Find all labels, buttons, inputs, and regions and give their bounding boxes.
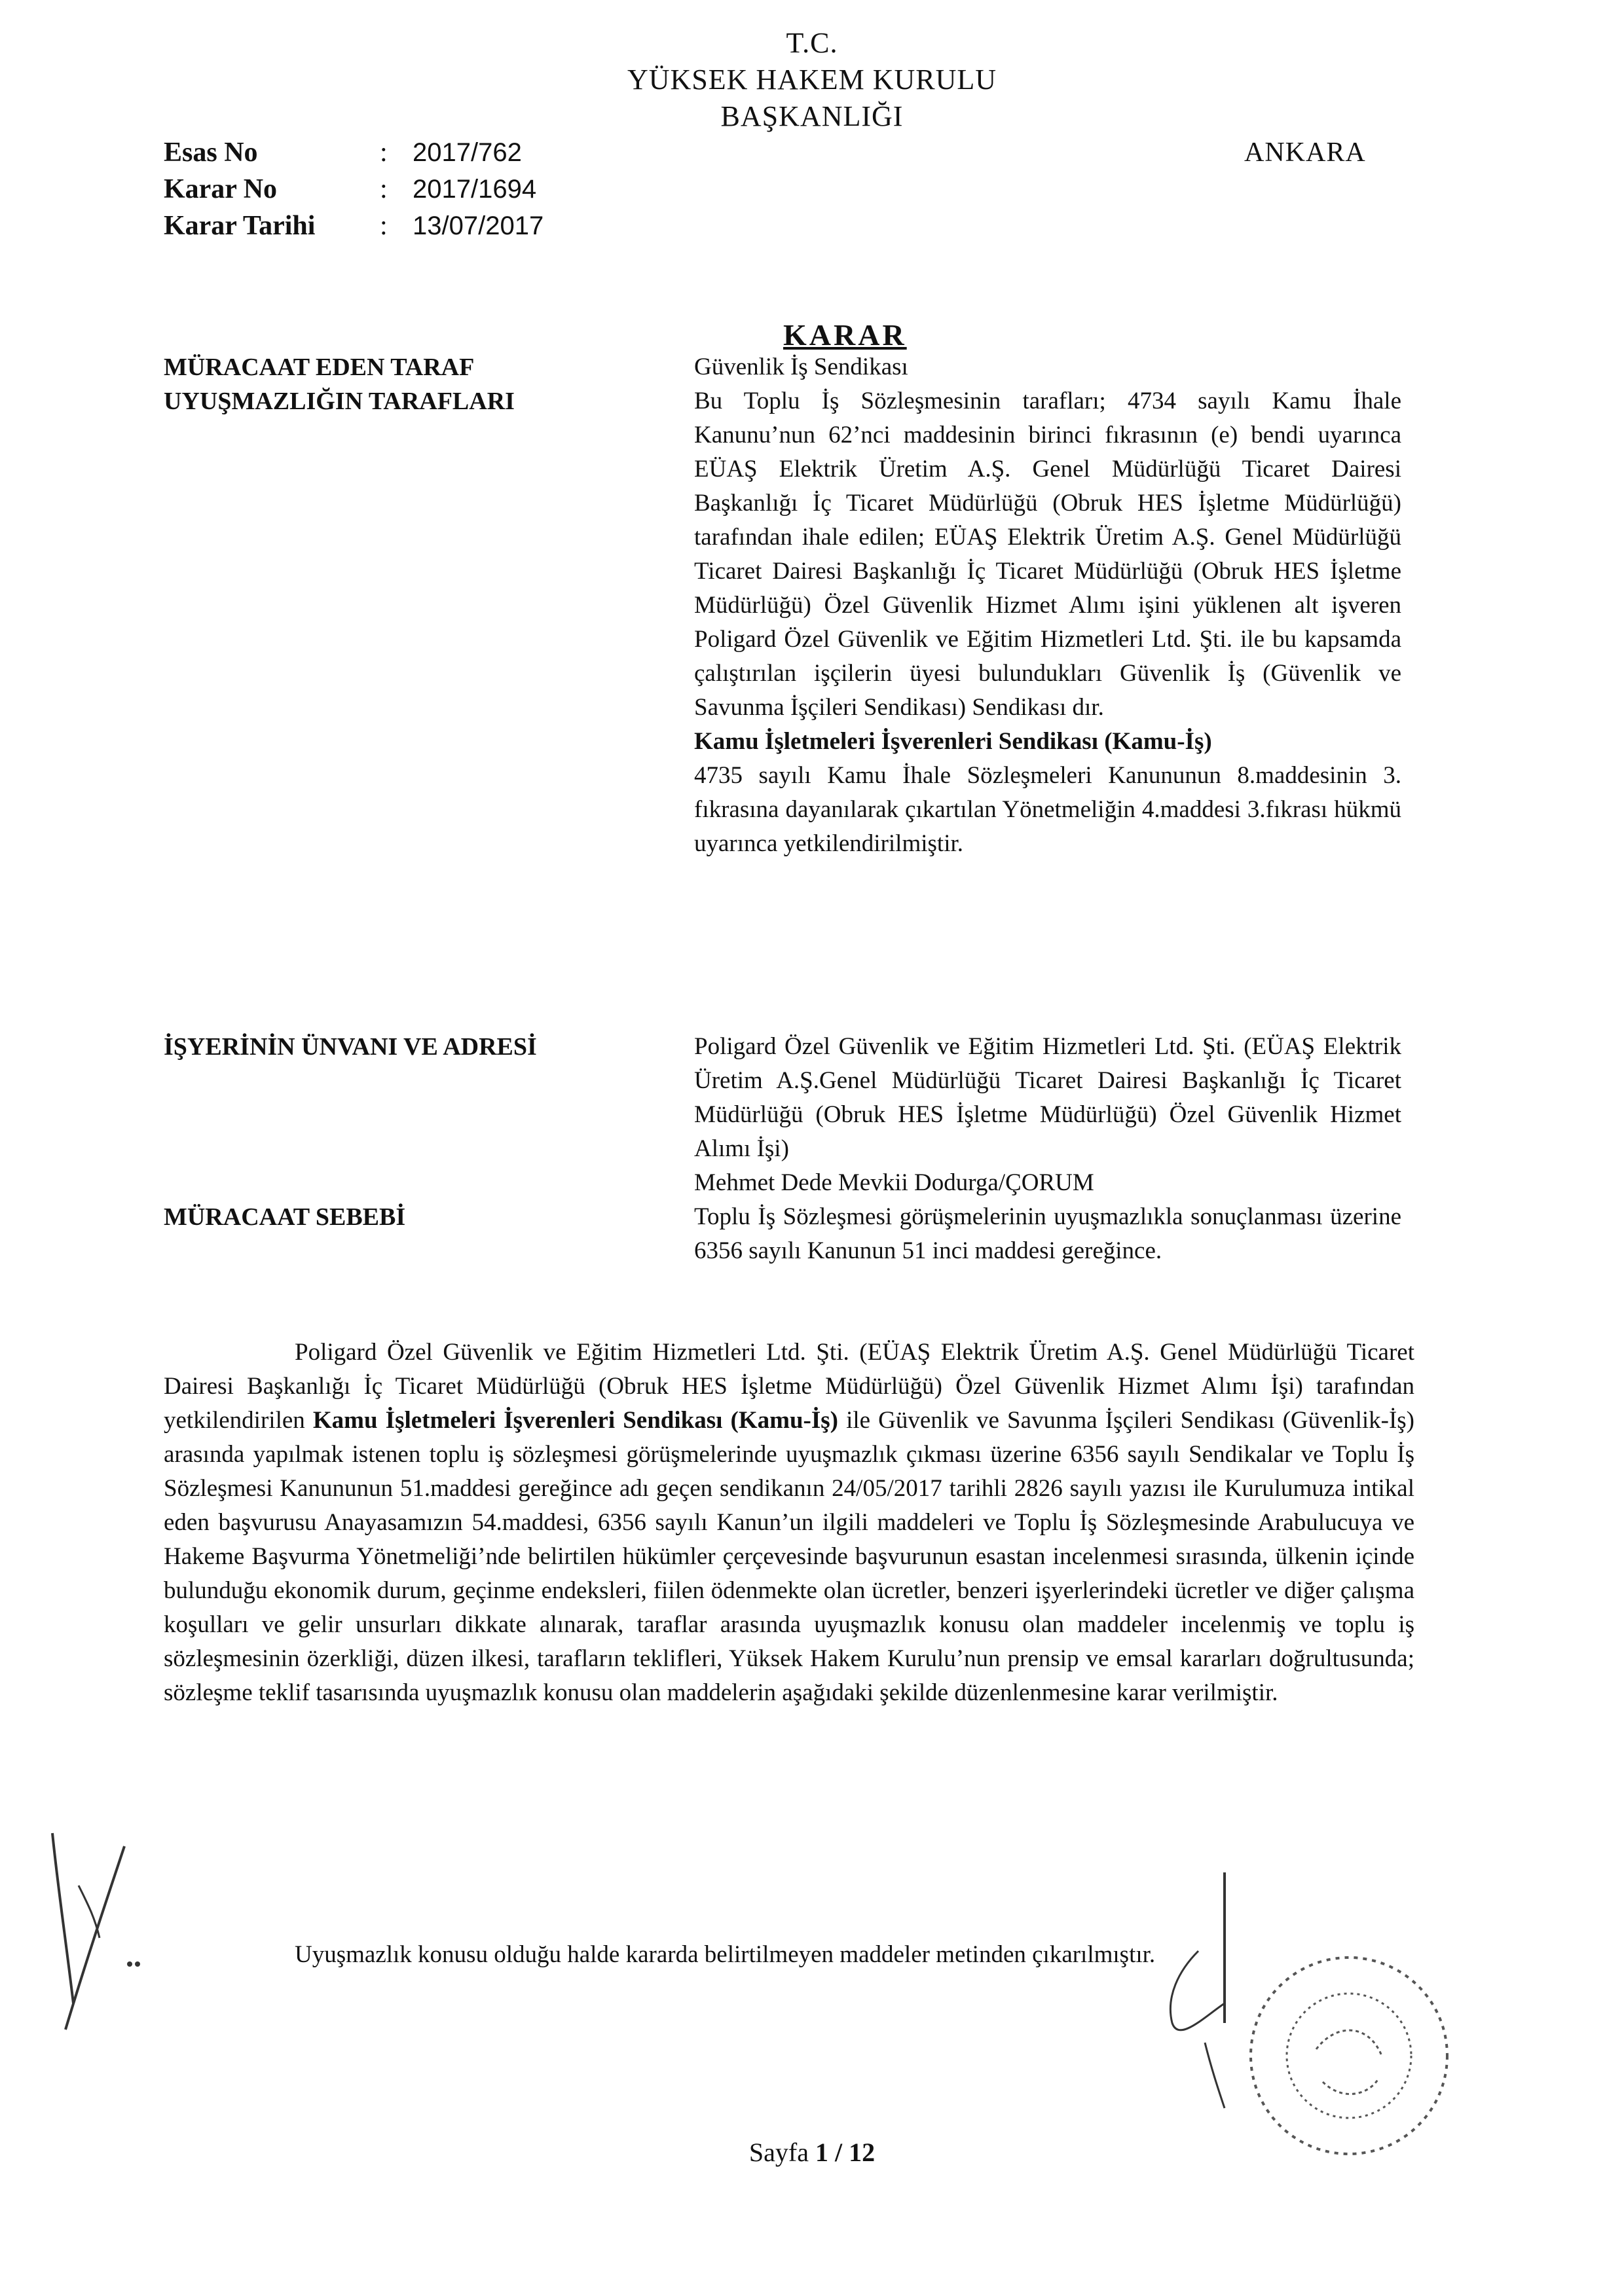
- label-isyeri: İŞYERİNİN ÜNVANI VE ADRESİ: [164, 1033, 537, 1061]
- taraflar-paragraph: Bu Toplu İş Sözleşmesinin tarafları; 4734 sayılı Kamu İhale Kanunu’nun 62’nci maddesinin birinci fıkrasının (e) bendi uyarınca EÜAŞ Elektrik Üretim A.Ş. Genel Müdürlüğü Ticaret Dairesi Başkanlığı İç Ticaret Müdürlüğü (Obruk HES İşletme Müdürlüğü) tarafından ihale edilen; EÜAŞ Elektrik Üretim A.Ş. Genel Müdürlüğü Ticaret Dairesi Başkanlığı İç Ticaret Müdürlüğü (Obruk HES İşletme Müdürlüğü) Özel Güvenlik Hizmet Alımı işini yüklenen alt işveren Poligard Özel Güvenlik ve Eğitim Hizmetleri Ltd. Şti. ile bu kapsamda çalıştırılan işçilerin üyesi bulundukları Güvenlik İş (Güvenlik ve Savunma İşçileri Sendikası) Sendikası dır.: [694, 388, 1401, 721]
- body-paragraph-2: Uyuşmazlık konusu olduğu halde kararda belirtilmeyen maddeler metinden çıkarılmıştır.: [295, 1941, 1156, 1968]
- meta-row-esas: [164, 134, 544, 171]
- body-p1-part-a: Poligard Özel Güvenlik ve Eğitim Hizmetleri Ltd. Şti. (EÜAŞ Elektrik Üretim A.Ş. Genel Müdürlüğü Ticaret Dairesi Başkanlığı İç Ticaret Müdürlüğü (Obruk HES İşletme Müdürlüğü) Özel Güvenlik Hizmet Alımı İşi) tarafından yetkilendirilen: [164, 1339, 1414, 1434]
- isyeri-name: Poligard Özel Güvenlik ve Eğitim Hizmetleri Ltd. Şti. (EÜAŞ Elektrik Üretim A.Ş.Genel Müdürlüğü Ticaret Dairesi Başkanlığı İç Ticaret Müdürlüğü (Obruk HES İşletme Müdürlüğü) Özel Güvenlik Hizmet Alımı İşi): [694, 1033, 1401, 1162]
- case-meta: [164, 134, 544, 244]
- meta-value: 2017/1694: [413, 175, 537, 204]
- page-sep: /: [834, 2138, 843, 2167]
- label-taraflar: UYUŞMAZLIĞIN TARAFLARI: [164, 388, 515, 415]
- meta-sep: :: [380, 211, 388, 241]
- text-muracaat-eden: [694, 350, 1401, 384]
- header-department: BAŞKANLIĞI: [720, 100, 904, 132]
- isyeri-address: Mehmet Dede Mevkii Dodurga/ÇORUM: [694, 1169, 1094, 1196]
- body-p1-part-b: ile Güvenlik ve Savunma İşçileri Sendikası (Güvenlik-İş) arasında yapılmak istenen toplu iş sözleşmesi görüşmelerinde uyuşmazlık çıkması üzerine 6356 sayılı Sendikalar ve Toplu İş Sözleşmesi Kanununun 51.maddesi gereğince adı geçen sendikanın 24/05/2017 tarihli 2826 sayılı yazısı ile Kurulumuza intikal eden başvurusu Anayasamızın 54.maddesi, 6356 sayılı Kanun’un ilgili maddeleri ve Toplu İş Sözleşmesinde Arabulucuya ve Hakeme Başvurma Yönetmeliği’nde belirtilen hükümler çerçevesinde başvurunun esastan incelenmesi sırasında, ülkenin içinde bulunduğu ekonomik durum, geçinme endeksleri, fiilen ödenmekte olan ücretler, benzeri işyerlerindeki ücretler ve diğer çalışma koşulları ve gelir unsurları dikkate alınarak, taraflar arasında uyuşmazlık konusu olan maddeler incelenmiş ve toplu iş sözleşmesinin özerkliği, düzen ilkesi, tarafların teklifleri, Yüksek Hakem Kurulu’nun prensip ve emsal kararları doğrultusunda; sözleşme teklif tasarısında uyuşmazlık konusu olan maddelerin aşağıdaki şekilde düzenlenmesine karar verilmiştir.: [164, 1407, 1414, 1706]
- document-title: KARAR: [783, 318, 907, 352]
- meta-label: Esas No: [164, 137, 258, 168]
- page-prefix: Sayfa: [748, 2138, 809, 2167]
- header-institution: YÜKSEK HAKEM KURULU: [627, 64, 997, 96]
- meta-sep: :: [380, 174, 388, 204]
- text-isyeri: [694, 1030, 1401, 1200]
- header-tc: T.C.: [786, 27, 838, 59]
- taraflar-employer-name: Kamu İşletmeleri İşverenleri Sendikası (Kamu-İş): [694, 728, 1212, 755]
- left-signature-mark: [26, 1807, 144, 2043]
- label-muracaat-eden: MÜRACAAT EDEN TARAF: [164, 354, 475, 381]
- taraflar-employer-text: 4735 sayılı Kamu İhale Sözleşmeleri Kanununun 8.maddesinin 3. fıkrasına dayanılarak çıkartılan Yönetmeliğin 4.maddesi 3.fıkrası hükmü uyarınca yetkilendirilmiştir.: [694, 762, 1401, 857]
- muracaat-eden-value: Güvenlik İş Sendikası: [694, 354, 908, 380]
- page-total: 12: [849, 2138, 876, 2167]
- meta-value: 13/07/2017: [413, 211, 544, 240]
- page-current: 1: [815, 2138, 828, 2167]
- sebep-value: Toplu İş Sözleşmesi görüşmelerinin uyuşmazlıkla sonuçlanması üzerine 6356 sayılı Kanunun 51 inci maddesi gereğince.: [694, 1203, 1401, 1264]
- label-sebep: MÜRACAAT SEBEBİ: [164, 1203, 406, 1231]
- meta-row-tarih: [164, 208, 544, 244]
- meta-sep: :: [380, 137, 388, 168]
- official-stamp: [1211, 1938, 1486, 2174]
- meta-label: Karar Tarihi: [164, 211, 316, 241]
- meta-label: Karar No: [164, 174, 278, 204]
- body-paragraph-1: [164, 1336, 1414, 1710]
- body-p1-bold: Kamu İşletmeleri İşverenleri Sendikası (Kamu-İş): [312, 1407, 838, 1434]
- meta-row-karar: [164, 171, 544, 208]
- city: ANKARA: [1244, 137, 1366, 168]
- text-sebep: [694, 1200, 1401, 1268]
- text-taraflar: [694, 384, 1401, 861]
- meta-value: 2017/762: [413, 138, 522, 167]
